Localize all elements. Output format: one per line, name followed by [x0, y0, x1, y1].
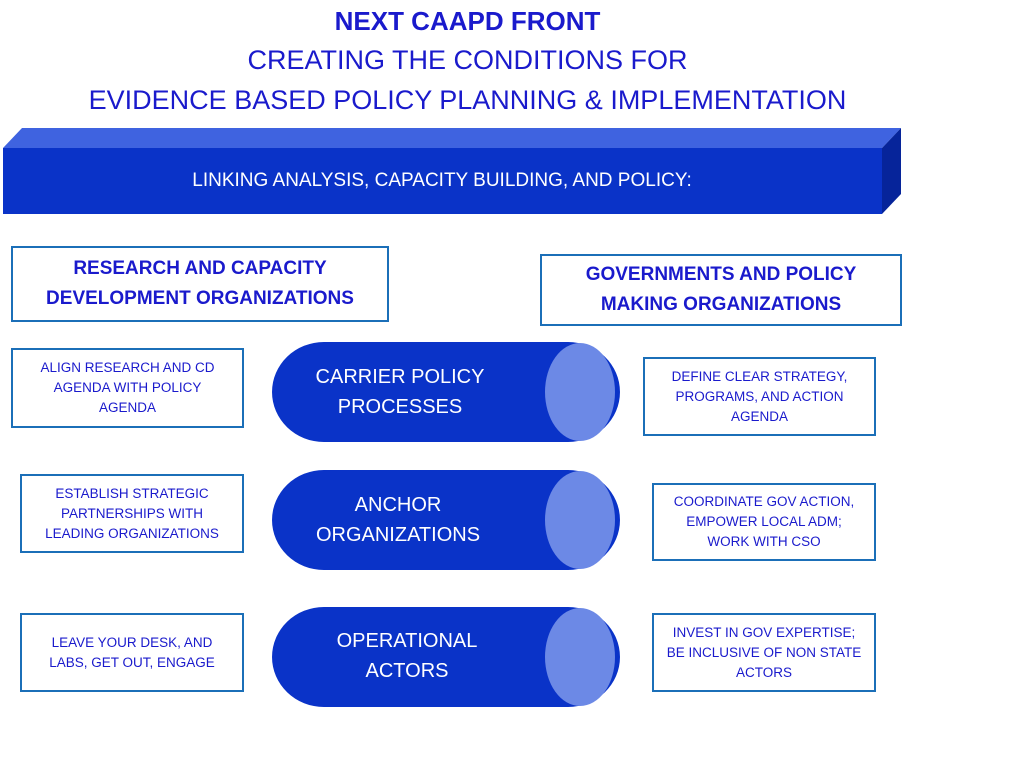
right-action-text-2: COORDINATE GOV ACTION, EMPOWER LOCAL ADM; WORK WITH CSO — [673, 494, 855, 549]
right-action-box-1 — [643, 357, 876, 436]
title-line-2: CREATING THE CONDITIONS FOR — [247, 45, 688, 75]
left-action-text-1: ALIGN RESEARCH AND CD AGENDA WITH POLICY AGENDA — [40, 360, 215, 415]
banner-top-face — [3, 128, 901, 148]
left-action-text-3: LEAVE YOUR DESK, AND LABS, GET OUT, ENGAGE — [49, 634, 215, 670]
gov-orgs-header-text: GOVERNMENTS AND POLICY MAKING ORGANIZATIONS — [585, 264, 857, 315]
capsule-label-1: CARRIER POLICY PROCESSES — [315, 366, 485, 418]
title-block — [0, 2, 935, 120]
capsule-2-end — [545, 471, 615, 569]
banner-label: LINKING ANALYSIS, CAPACITY BUILDING, AND POLICY: — [192, 170, 692, 191]
right-action-text-3: INVEST IN GOV EXPERTISE; BE INCLUSIVE OF NON STATE ACTORS — [666, 624, 862, 680]
capsule-3-end — [545, 608, 615, 706]
gov-orgs-header — [540, 254, 902, 326]
left-action-box-1 — [11, 348, 244, 428]
left-action-text-2: ESTABLISH STRATEGIC PARTNERSHIPS WITH LEADING ORGANIZATIONS — [45, 485, 219, 541]
right-action-text-1: DEFINE CLEAR STRATEGY, PROGRAMS, AND ACTION AGENDA — [671, 368, 848, 424]
capsule-label-3: OPERATIONAL ACTORS — [336, 630, 478, 682]
left-action-box-3 — [20, 613, 244, 692]
right-action-box-3 — [652, 613, 876, 692]
capsule-1-end — [545, 343, 615, 441]
title-line-3: EVIDENCE BASED POLICY PLANNING & IMPLEMENTATION — [88, 85, 847, 115]
left-action-box-2 — [20, 474, 244, 553]
capsule-label-2: ANCHOR ORGANIZATIONS — [315, 494, 481, 546]
title-line-1: NEXT CAAPD FRONT — [334, 6, 601, 36]
research-orgs-header-text: RESEARCH AND CAPACITY DEVELOPMENT ORGANIZATIONS — [46, 258, 354, 309]
research-orgs-header — [11, 246, 389, 322]
right-action-box-2 — [652, 483, 876, 561]
